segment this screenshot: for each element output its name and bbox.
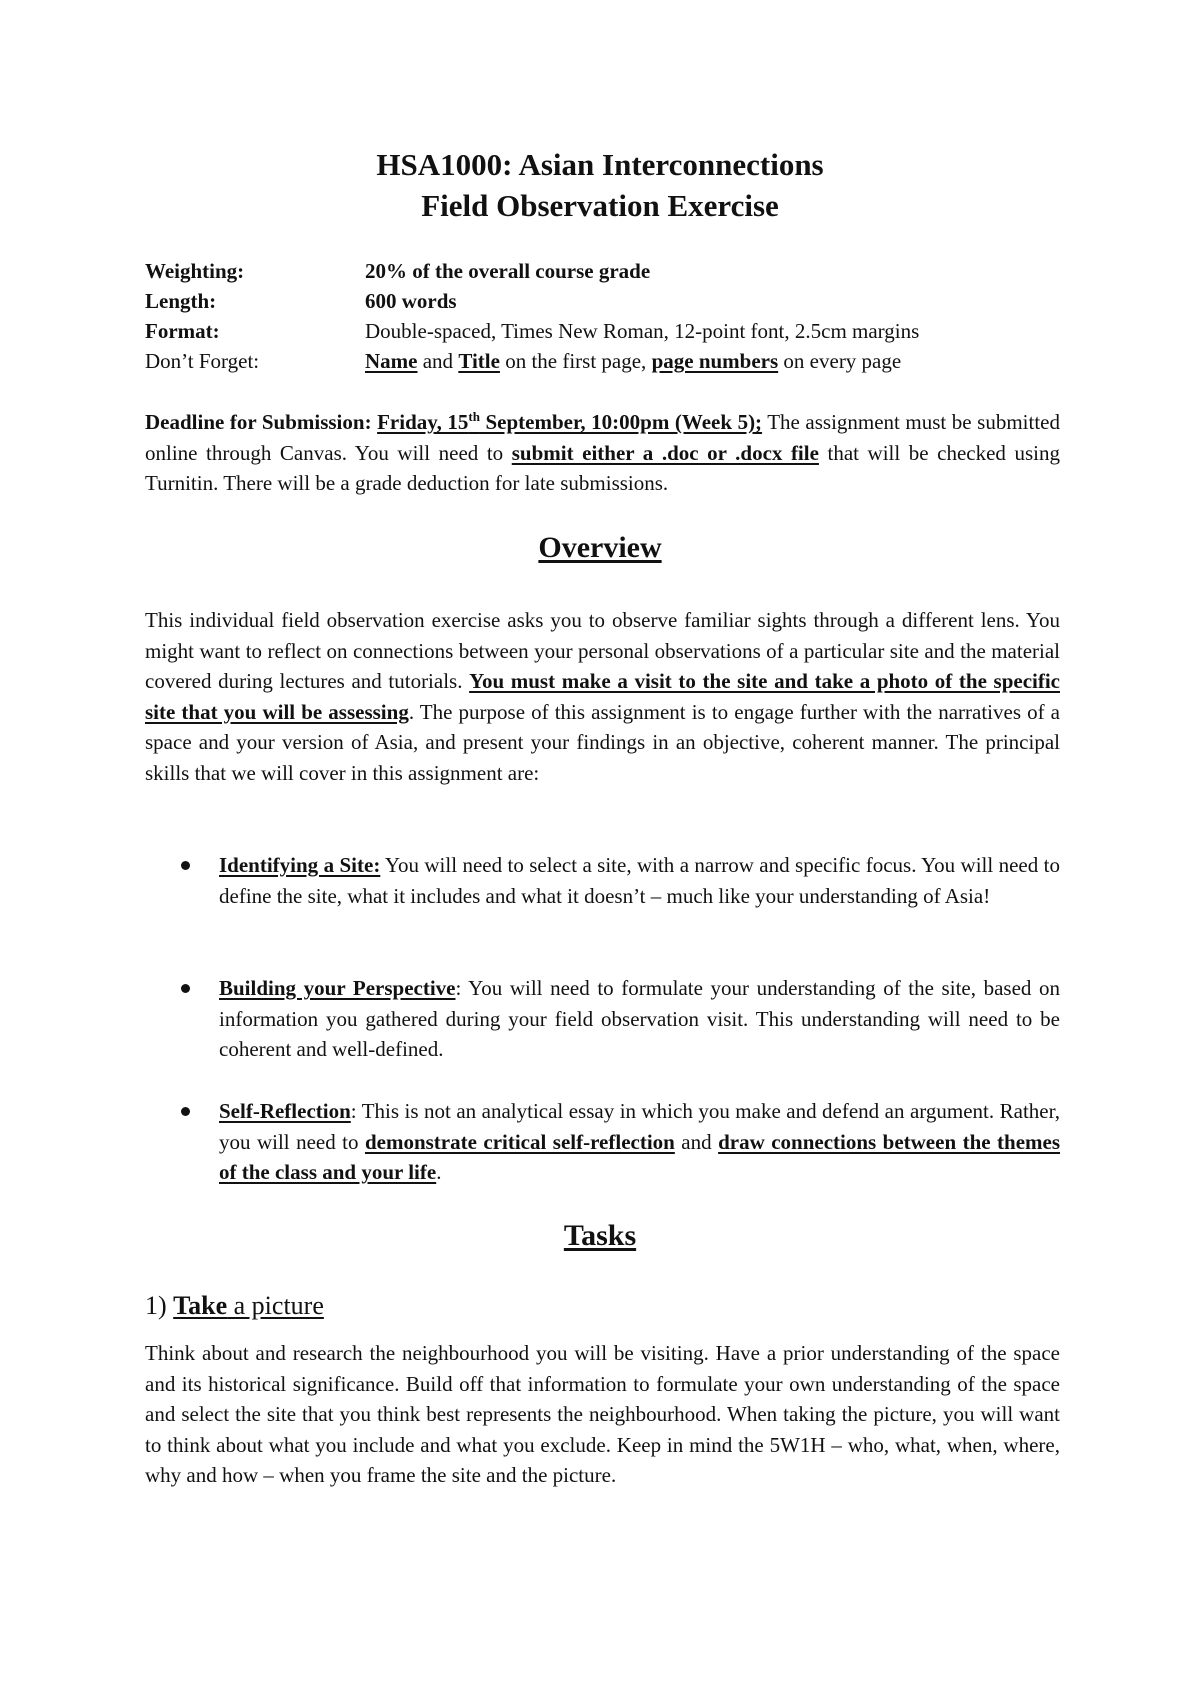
format-label: Format: bbox=[145, 319, 220, 343]
skill-building-perspective: Building your Perspective: You will need to formulate your understanding of the site, based on information you gathered during your field observation visit. This understanding will need to be coherent and well-defined. bbox=[219, 976, 1060, 1061]
skill-self-reflection: Self-Reflection: This is not an analytical essay in which you make and defend an argument. Rather, you will need to demonstrate critical self-reflection and draw connections between the themes of the class and your life. bbox=[219, 1099, 1060, 1184]
name-emphasis: Name bbox=[365, 349, 418, 373]
file-format-emphasis: submit either a .doc or .docx file bbox=[511, 440, 819, 465]
task-1-heading: 1) Take a picture bbox=[145, 1291, 324, 1320]
weighting-label: Weighting: bbox=[145, 259, 245, 283]
skill-identifying-site: Identifying a Site: You will need to select a site, with a narrow and specific focus. You will need to define the site, what it includes and what it doesn’t – much like your understanding of Asia! bbox=[219, 853, 1060, 908]
deadline-label: Deadline for Submission: bbox=[145, 410, 372, 434]
overview-heading: Overview bbox=[538, 531, 662, 564]
bullet-icon bbox=[181, 861, 190, 870]
dont-forget-value: Name and Title on the first page, page numbers on every page bbox=[365, 349, 902, 373]
weighting-value: 20% of the overall course grade bbox=[365, 259, 651, 283]
length-value: 600 words bbox=[365, 289, 457, 313]
course-title: HSA1000: Asian Interconnections bbox=[376, 147, 824, 182]
length-label: Length: bbox=[145, 289, 217, 313]
format-value: Double-spaced, Times New Roman, 12-point font, 2.5cm margins bbox=[365, 319, 920, 343]
site-visit-emphasis: You must make a visit to the site and take a photo of the specific site that you will be assessing bbox=[145, 669, 1061, 724]
bullet-icon bbox=[181, 984, 190, 993]
overview-paragraph: This individual field observation exercise asks you to observe familiar sights through a different lens. You might want to reflect on connections between your personal observations of a particular site and the material covered during lectures and tutorials. You must make a visit to the site and take a photo of the specific site that you will be assessing. The purpose of this assignment is to engage further with the narratives of a space and your version of Asia, and present your findings in an objective, coherent manner. The principal skills that we will cover in this assignment are: bbox=[145, 608, 1061, 785]
title-emphasis: Title bbox=[458, 349, 500, 373]
deadline-paragraph: Deadline for Submission: Friday, 15th September, 10:00pm (Week 5); The assignment must be submitted online through Canvas. You will need to submit either a .doc or .docx file that will be checked using Turnitin. There will be a grade deduction for late submissions. bbox=[145, 409, 1060, 495]
exercise-title: Field Observation Exercise bbox=[421, 188, 779, 223]
deadline-date: Friday, 15th September, 10:00pm (Week 5); bbox=[377, 409, 763, 434]
page-numbers-emphasis: page numbers bbox=[651, 349, 779, 373]
task-1-paragraph: Think about and research the neighbourhood you will be visiting. Have a prior understanding of the space and its historical significance. Build off that information to formulate your own understanding of the space and select the site that you think best represents the neighbourhood. When taking the picture, you will want to think about what you include and what you exclude. Keep in mind the 5W1H – who, what, when, where, why and how – when you frame the site and the picture. bbox=[145, 1341, 1060, 1487]
bullet-icon bbox=[181, 1107, 190, 1116]
dont-forget-label: Don’t Forget: bbox=[145, 349, 260, 373]
tasks-heading: Tasks bbox=[563, 1219, 637, 1252]
